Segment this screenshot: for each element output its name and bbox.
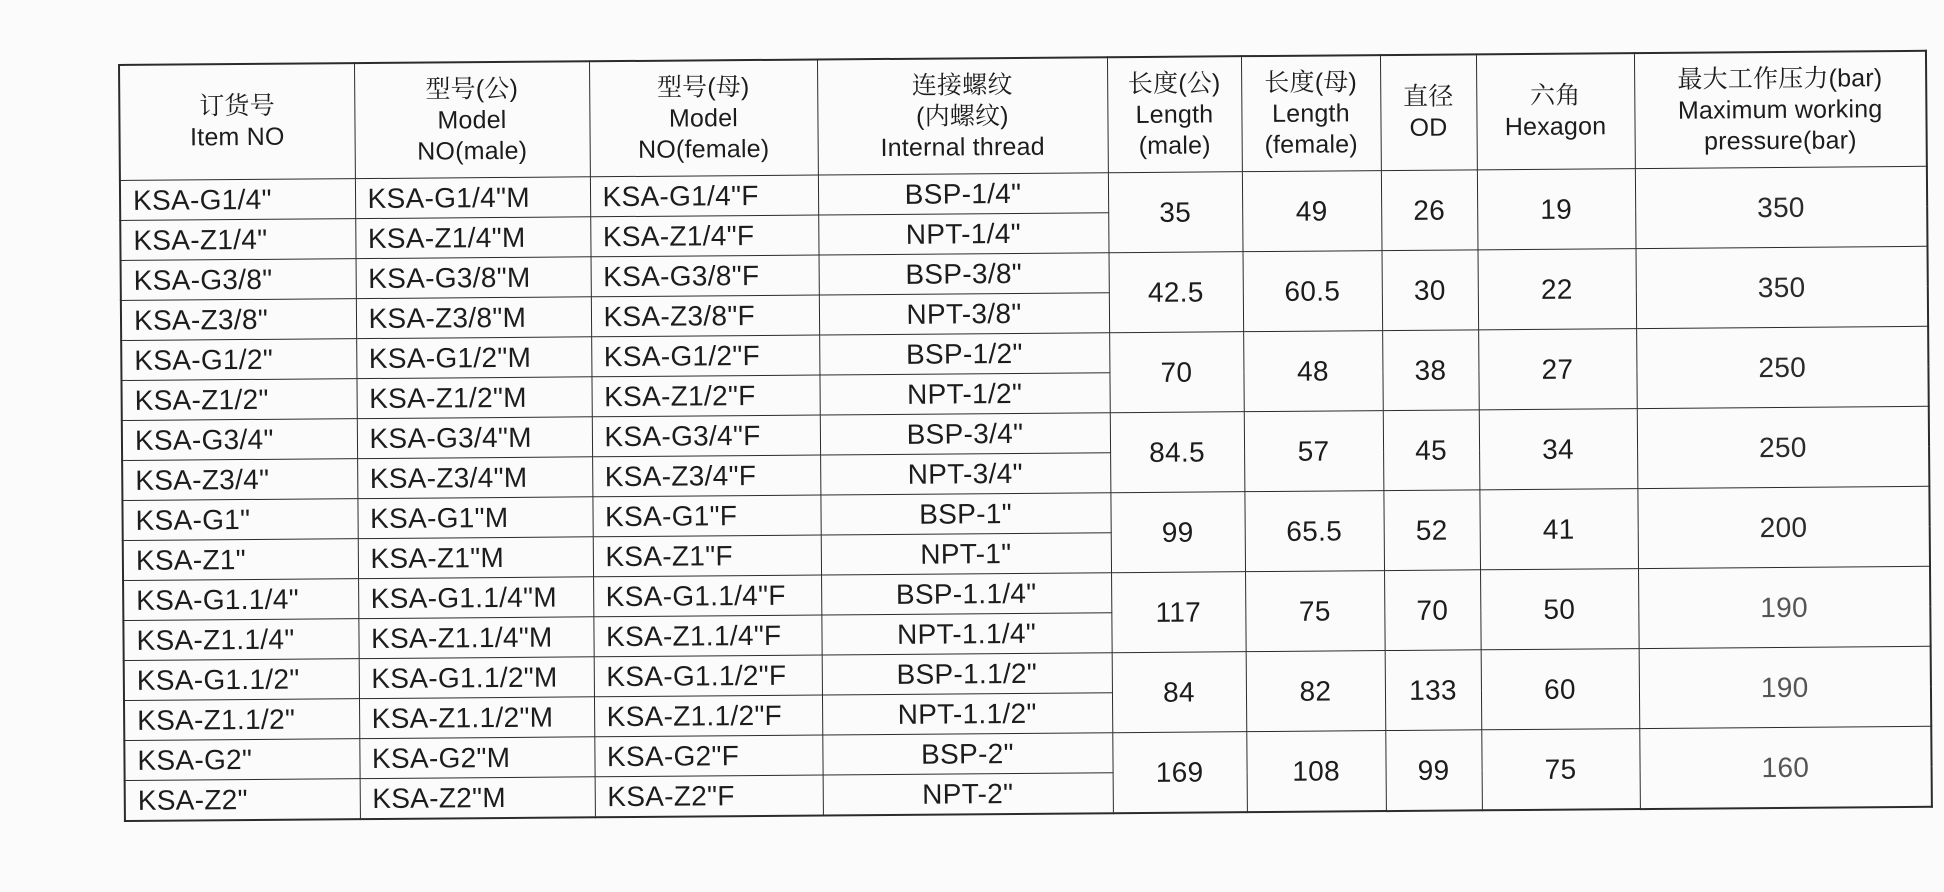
- header-en-text: NO(female): [637, 134, 770, 164]
- od-cell: 45: [1383, 410, 1480, 491]
- header-cn-text: 长度(公): [1127, 68, 1221, 98]
- max-pressure-cell: 190: [1638, 566, 1931, 648]
- model-female-cell: KSA-G1/2"F: [591, 335, 819, 377]
- model-male-cell: KSA-Z1.1/2"M: [359, 697, 594, 739]
- model-male-cell: KSA-G1/4"M: [355, 177, 590, 219]
- model-female-cell: KSA-Z1.1/2"F: [594, 695, 822, 737]
- item-no-cell: KSA-G1.1/4": [123, 579, 358, 621]
- thread-cell: NPT-1.1/2": [822, 693, 1112, 735]
- item-no-cell: KSA-G1.1/2": [124, 659, 359, 701]
- model-female-cell: KSA-G3/8"F: [591, 255, 819, 297]
- od-cell: 38: [1382, 330, 1479, 411]
- max-pressure-cell: 200: [1637, 486, 1930, 568]
- thread-cell: BSP-1.1/4": [821, 573, 1111, 615]
- model-male-cell: KSA-G3/4"M: [357, 417, 592, 459]
- item-no-cell: KSA-Z1/4": [120, 219, 355, 261]
- length-female-cell: 108: [1246, 731, 1386, 813]
- model-male-cell: KSA-G1.1/4"M: [358, 577, 593, 619]
- table-body: [120, 166, 1932, 821]
- model-female-cell: KSA-Z2"F: [595, 775, 823, 817]
- model-male-cell: KSA-G1/2"M: [356, 337, 591, 379]
- header-en-text: Item NO: [189, 122, 285, 152]
- header-en-text: Model: [437, 105, 507, 134]
- item-no-cell: KSA-Z2": [125, 779, 360, 821]
- model-female-cell: KSA-Z1/4"F: [590, 215, 818, 257]
- item-no-cell: KSA-G2": [124, 739, 359, 781]
- header-cn-text: 连接螺纹: [911, 70, 1013, 100]
- thread-cell: NPT-3/8": [819, 293, 1109, 335]
- model-female-cell: KSA-G3/4"F: [592, 415, 820, 457]
- model-male-cell: KSA-Z3/4"M: [357, 457, 592, 499]
- length-female-cell: 57: [1244, 411, 1384, 492]
- thread-cell: NPT-3/4": [820, 453, 1110, 495]
- od-cell: 30: [1382, 250, 1479, 331]
- header-cn-text: 型号(公): [425, 74, 519, 104]
- header-model-male: [354, 61, 590, 178]
- length-female-cell: 82: [1246, 651, 1386, 732]
- od-cell: 99: [1385, 730, 1482, 811]
- model-female-cell: KSA-Z3/8"F: [591, 295, 819, 337]
- thread-cell: BSP-3/4": [820, 413, 1110, 455]
- header-en-text: Hexagon: [1504, 112, 1607, 142]
- length-male-cell: 99: [1110, 492, 1245, 573]
- model-male-cell: KSA-Z1/4"M: [355, 217, 590, 259]
- header-en-text: (内螺纹): [915, 101, 1009, 131]
- model-female-cell: KSA-Z1"F: [593, 535, 821, 577]
- header-en-text: OD: [1409, 113, 1448, 142]
- od-cell: 70: [1384, 570, 1481, 651]
- model-female-cell: KSA-G2"F: [594, 735, 822, 777]
- thread-cell: BSP-1.1/2": [822, 653, 1112, 695]
- header-en-text: Maximum working: [1677, 94, 1883, 125]
- length-female-cell: 75: [1245, 571, 1385, 652]
- header-en-text: (female): [1264, 129, 1358, 159]
- item-no-cell: KSA-Z1.1/2": [124, 699, 359, 741]
- thread-cell: NPT-1/4": [818, 213, 1108, 255]
- max-pressure-cell: 350: [1635, 166, 1928, 248]
- spec-table: [118, 50, 1933, 822]
- od-cell: 52: [1383, 490, 1480, 571]
- model-female-cell: KSA-G1.1/2"F: [594, 655, 822, 697]
- header-en-text: NO(male): [417, 136, 528, 166]
- model-female-cell: KSA-Z3/4"F: [592, 455, 820, 497]
- od-cell: 133: [1385, 650, 1482, 731]
- item-no-cell: KSA-G1": [122, 499, 357, 541]
- item-no-cell: KSA-Z1/2": [121, 379, 356, 421]
- od-cell: 26: [1381, 170, 1478, 251]
- hexagon-cell: 50: [1480, 569, 1639, 650]
- thread-cell: BSP-1": [820, 493, 1110, 535]
- header-od: [1380, 54, 1477, 170]
- header-cn-text: 订货号: [199, 91, 275, 121]
- length-male-cell: 84.5: [1110, 412, 1245, 493]
- length-male-cell: 117: [1111, 572, 1246, 653]
- header-max-pressure: [1634, 51, 1927, 169]
- length-female-cell: 48: [1243, 331, 1383, 412]
- thread-cell: BSP-1/2": [819, 333, 1109, 375]
- header-length-female: [1241, 55, 1381, 172]
- item-no-cell: KSA-G1/2": [121, 339, 356, 381]
- thread-cell: BSP-3/8": [819, 253, 1109, 295]
- header-row: [119, 51, 1927, 181]
- item-no-cell: KSA-G3/4": [122, 419, 357, 461]
- hexagon-cell: 34: [1479, 409, 1638, 490]
- header-hexagon: [1476, 53, 1635, 170]
- item-no-cell: KSA-Z3/4": [122, 459, 357, 501]
- header-cn-text: 长度(母): [1264, 67, 1358, 97]
- length-male-cell: 42.5: [1109, 252, 1244, 333]
- max-pressure-cell: 160: [1639, 726, 1932, 809]
- length-male-cell: 84: [1112, 652, 1247, 733]
- table-header: [119, 51, 1927, 181]
- model-male-cell: KSA-Z3/8"M: [356, 297, 591, 339]
- header-cn-text: 直径: [1402, 82, 1454, 111]
- hexagon-cell: 75: [1481, 729, 1640, 811]
- model-male-cell: KSA-Z1/2"M: [356, 377, 591, 419]
- model-female-cell: KSA-G1/4"F: [590, 175, 818, 217]
- model-male-cell: KSA-G2"M: [359, 737, 594, 779]
- model-female-cell: KSA-Z1.1/4"F: [593, 615, 821, 657]
- model-male-cell: KSA-G3/8"M: [356, 257, 591, 299]
- thread-cell: NPT-2": [823, 773, 1113, 816]
- header-en-text: Length: [1271, 98, 1350, 128]
- header-en-text: (male): [1138, 130, 1211, 160]
- spec-table-sheet: [118, 50, 1933, 822]
- header-internal-thread: [817, 57, 1108, 175]
- thread-cell: NPT-1/2": [819, 373, 1109, 415]
- thread-cell: BSP-1/4": [818, 173, 1108, 215]
- max-pressure-cell: 250: [1637, 406, 1930, 488]
- thread-cell: NPT-1.1/4": [821, 613, 1111, 655]
- item-no-cell: KSA-Z1.1/4": [123, 619, 358, 661]
- header-en-text: pressure(bar): [1703, 125, 1857, 156]
- max-pressure-cell: 250: [1636, 326, 1929, 408]
- header-item-no: [119, 63, 355, 180]
- header-cn-text: 最大工作压力(bar): [1677, 63, 1883, 94]
- length-male-cell: 35: [1108, 172, 1243, 253]
- hexagon-cell: 19: [1477, 169, 1636, 250]
- header-cn-text: 型号(母): [656, 72, 750, 102]
- header-length-male: [1107, 56, 1242, 173]
- header-cn-text: 六角: [1529, 81, 1581, 110]
- hexagon-cell: 27: [1478, 329, 1637, 410]
- model-female-cell: KSA-Z1/2"F: [591, 375, 819, 417]
- model-male-cell: KSA-G1.1/2"M: [359, 657, 594, 699]
- header-en-text: Internal thread: [880, 132, 1045, 162]
- header-en-text: Model: [668, 103, 739, 133]
- model-male-cell: KSA-Z1"M: [358, 537, 593, 579]
- model-male-cell: KSA-G1"M: [357, 497, 592, 539]
- item-no-cell: KSA-G3/8": [121, 259, 356, 301]
- item-no-cell: KSA-Z1": [123, 539, 358, 581]
- item-no-cell: KSA-Z3/8": [121, 299, 356, 341]
- header-en-text: Length: [1135, 99, 1214, 129]
- model-female-cell: KSA-G1.1/4"F: [593, 575, 821, 617]
- header-model-female: [589, 60, 818, 177]
- item-no-cell: KSA-G1/4": [120, 179, 355, 221]
- hexagon-cell: 60: [1481, 649, 1640, 730]
- length-female-cell: 65.5: [1244, 491, 1384, 572]
- thread-cell: NPT-1": [821, 533, 1111, 575]
- max-pressure-cell: 190: [1639, 646, 1932, 728]
- hexagon-cell: 22: [1478, 249, 1637, 330]
- model-female-cell: KSA-G1"F: [592, 495, 820, 537]
- thread-cell: BSP-2": [822, 733, 1112, 775]
- length-male-cell: 70: [1109, 332, 1244, 413]
- max-pressure-cell: 350: [1635, 246, 1928, 328]
- length-male-cell: 169: [1112, 732, 1247, 814]
- hexagon-cell: 41: [1479, 489, 1638, 570]
- length-female-cell: 49: [1242, 171, 1382, 252]
- model-male-cell: KSA-Z1.1/4"M: [358, 617, 593, 659]
- length-female-cell: 60.5: [1243, 251, 1383, 332]
- model-male-cell: KSA-Z2"M: [360, 777, 595, 819]
